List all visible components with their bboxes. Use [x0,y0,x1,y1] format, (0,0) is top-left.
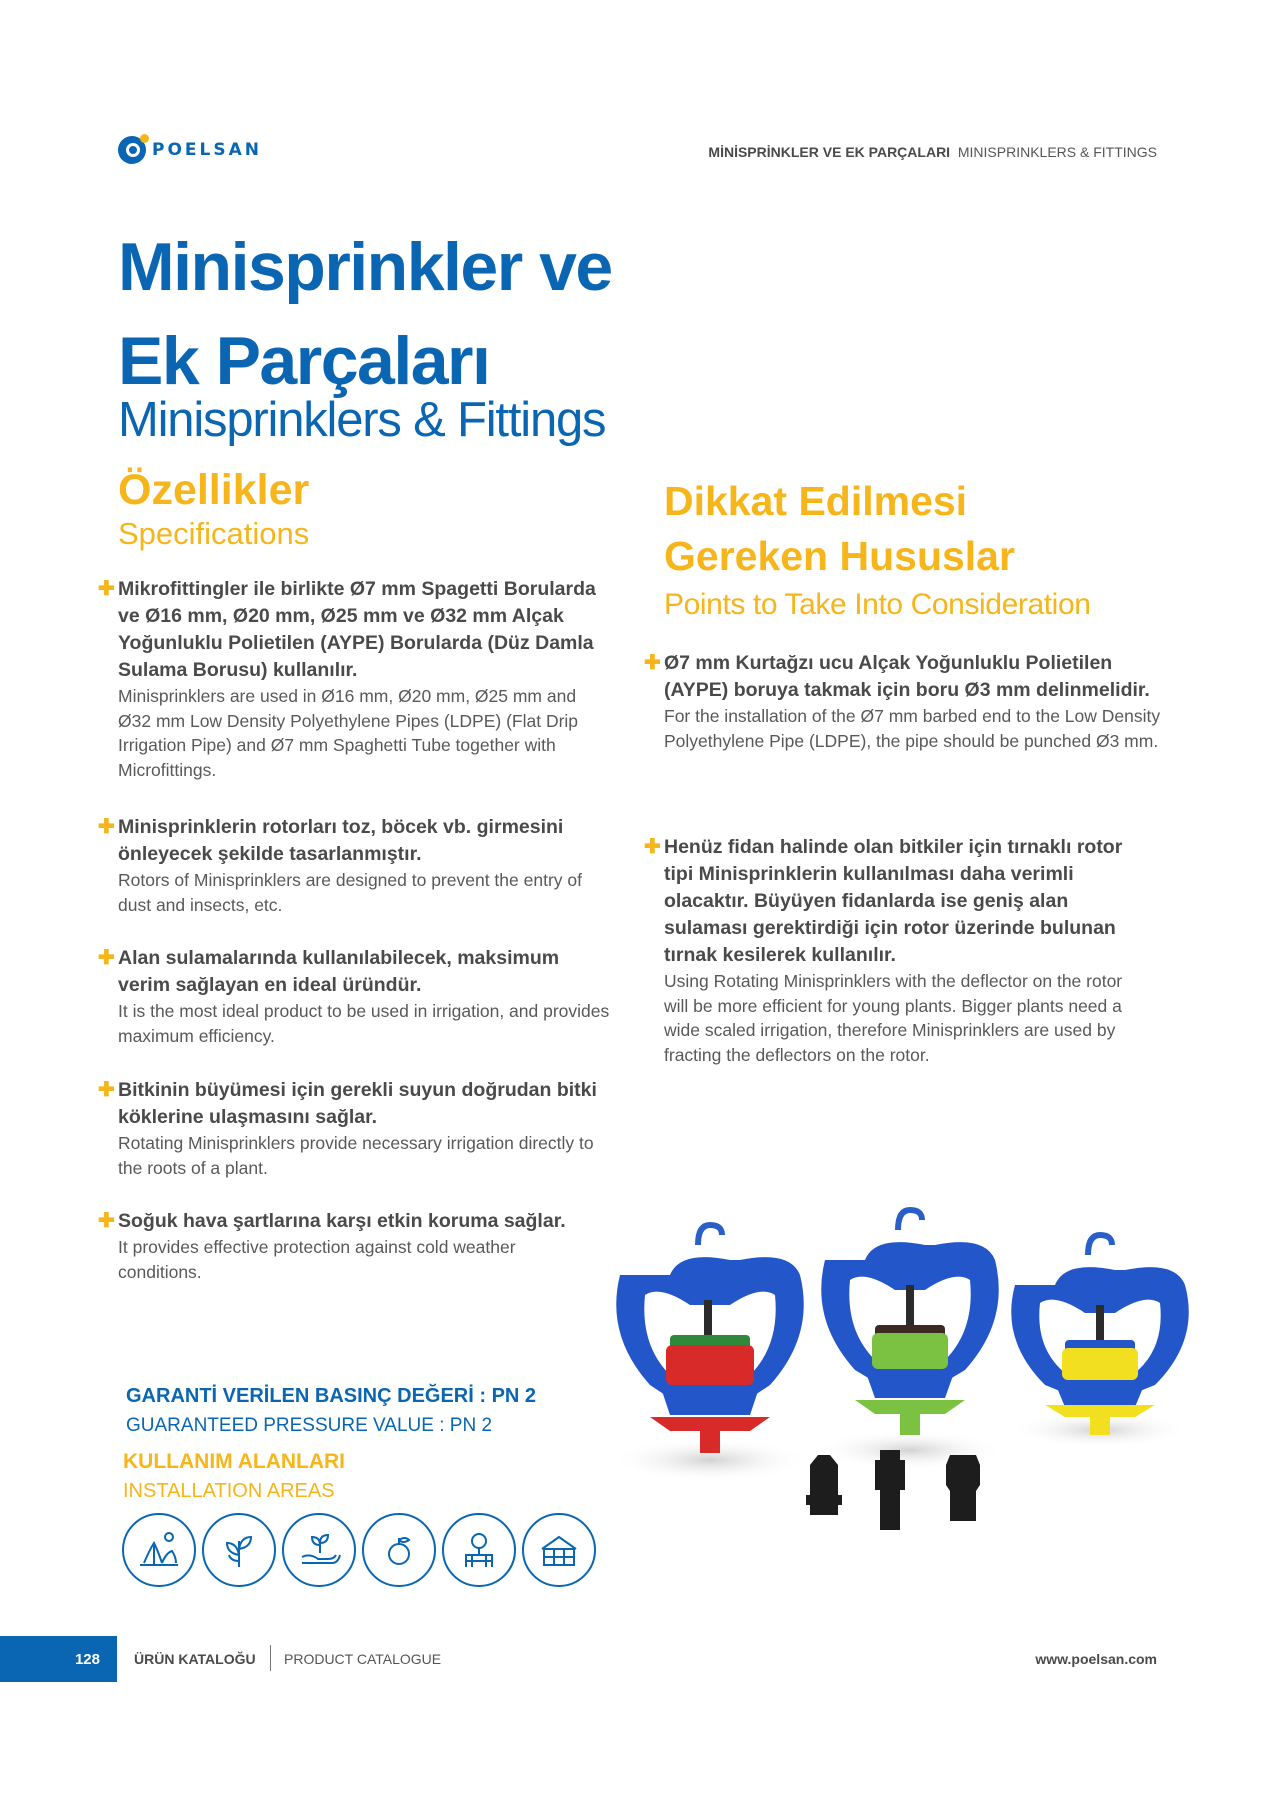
page-title [118,220,612,408]
installation-area-icons [122,1513,596,1587]
pressure-label-en: GUARANTEED PRESSURE VALUE : PN 2 [126,1415,493,1436]
spec-item-tr: Mikrofittingler ile birlikte Ø7 mm Spagetti Borularda ve Ø16 mm, Ø20 mm, Ø25 mm ve Ø32 mm Alçak Yoğunluklu Polietilen (AYPE) Borularda (Düz Damla Sulama Borusu) kullanılır. [118,578,596,681]
header-category-tr: MİNİSPRİNKLER VE EK PARÇALARI [708,144,951,160]
areas-label-tr: KULLANIM ALANLARI [123,1450,346,1473]
poelsan-logo [118,136,262,164]
consideration-item [644,650,1164,753]
plus-icon: ✚ [98,816,115,838]
specs-heading-tr: Özellikler [118,466,310,514]
spec-item-en: Minisprinklers are used in Ø16 mm, Ø20 mm, Ø25 mm and Ø32 mm Low Density Polyethylene Pipes (LDPE) (Flat Drip Irrigation Pipe) and Ø7 mm Spaghetti Tube together with Microfittings. [118,686,579,780]
spec-item-tr: Alan sulamalarında kullanılabilecek, maksimum verim sağlayan en ideal üründür. [118,947,560,996]
pressure-label-tr: GARANTİ VERİLEN BASINÇ DEĞERİ : PN 2 [126,1385,537,1407]
areas-label-en: INSTALLATION AREAS [123,1480,335,1502]
spec-item [98,945,613,1048]
consideration-item [644,834,1144,1067]
header-category-en: MINISPRINKLERS & FITTINGS [957,144,1157,160]
product-photo [600,1205,1190,1555]
footer-catalog-tr: ÜRÜN KATALOĞU [134,1651,256,1667]
plus-icon: ✚ [644,836,661,858]
considerations-heading-line1: Dikkat Edilmesi [664,478,968,524]
minisprinkler-green [815,1210,1005,1470]
page-number: 128 [0,1636,117,1682]
plus-icon: ✚ [98,1210,115,1232]
consideration-item-en: Using Rotating Minisprinklers with the deflector on the rotor will be more efficient for young plants. Bigger plants need a wide scaled irrigation, therefore Minisprinklers are used by fracting the deflectors on the rotor. [664,971,1123,1065]
spec-item-tr: Minisprinklerin rotorları toz, böcek vb. girmesini önleyecek şekilde tasarlanmıştır. [118,816,564,865]
plus-icon: ✚ [98,1079,115,1101]
microfittings [806,1450,980,1530]
considerations-heading-line2: Gereken Hususlar [664,533,1015,579]
spec-item-en: Rotors of Minisprinklers are designed to prevent the entry of dust and insects, etc. [118,870,582,915]
footer-catalog-en: PRODUCT CATALOGUE [284,1651,442,1667]
spec-item-en: It is the most ideal product to be used in irrigation, and provides maximum efficiency. [118,1001,610,1046]
landscape-icon [122,1513,196,1587]
spec-item [98,814,613,917]
plant-icon [202,1513,276,1587]
spec-item-tr: Soğuk hava şartlarına karşı etkin koruma sağlar. [118,1210,566,1232]
logo-text: POELSAN [152,140,262,160]
plus-icon: ✚ [644,652,661,674]
minisprinkler-yellow [1010,1235,1190,1448]
spec-item [98,576,613,782]
plus-icon: ✚ [98,578,115,600]
footer-divider [270,1645,271,1671]
fruit-icon [362,1513,436,1587]
plus-icon: ✚ [98,947,115,969]
minisprinkler-red [610,1225,810,1482]
consideration-item-tr: Ø7 mm Kurtağzı ucu Alçak Yoğunluklu Polietilen (AYPE) boruya takmak için boru Ø3 mm delinmelidir. [664,652,1150,701]
considerations-heading-tr [664,474,1015,584]
footer-website-link[interactable]: www.poelsan.com [1035,1651,1157,1667]
page-subtitle: Minisprinklers & Fittings [118,393,606,447]
logo-icon [118,136,146,164]
seedling-hand-icon [282,1513,356,1587]
greenhouse-icon [522,1513,596,1587]
page-title-line1: Minisprinkler ve [118,229,612,305]
garden-irrigation-icon [442,1513,516,1587]
spec-item [98,1077,613,1180]
spec-item-en: Rotating Minisprinklers provide necessary irrigation directly to the roots of a plant. [118,1133,594,1178]
consideration-item-tr: Henüz fidan halinde olan bitkiler için tırnaklı rotor tipi Minisprinklerin kullanılması daha verimli olacaktır. Büyüyen fidanlarda ise geniş alan sulaması gerektirdiği için rotor üzerinde bulunan tırnak kesilerek kullanılır. [664,836,1123,966]
spec-item [98,1208,638,1284]
specs-heading-en: Specifications [118,516,310,551]
considerations-heading-en: Points to Take Into Consideration [664,588,1091,621]
spec-item-tr: Bitkinin büyümesi için gerekli suyun doğrudan bitki köklerine ulaşmasını sağlar. [118,1079,597,1128]
consideration-item-en: For the installation of the Ø7 mm barbed end to the Low Density Polyethylene Pipe (LDPE), the pipe should be punched Ø3 mm. [664,706,1161,751]
page-title-line2: Ek Parçaları [118,323,490,399]
header-category [708,144,1157,160]
spec-item-en: It provides effective protection against cold weather conditions. [118,1237,516,1282]
